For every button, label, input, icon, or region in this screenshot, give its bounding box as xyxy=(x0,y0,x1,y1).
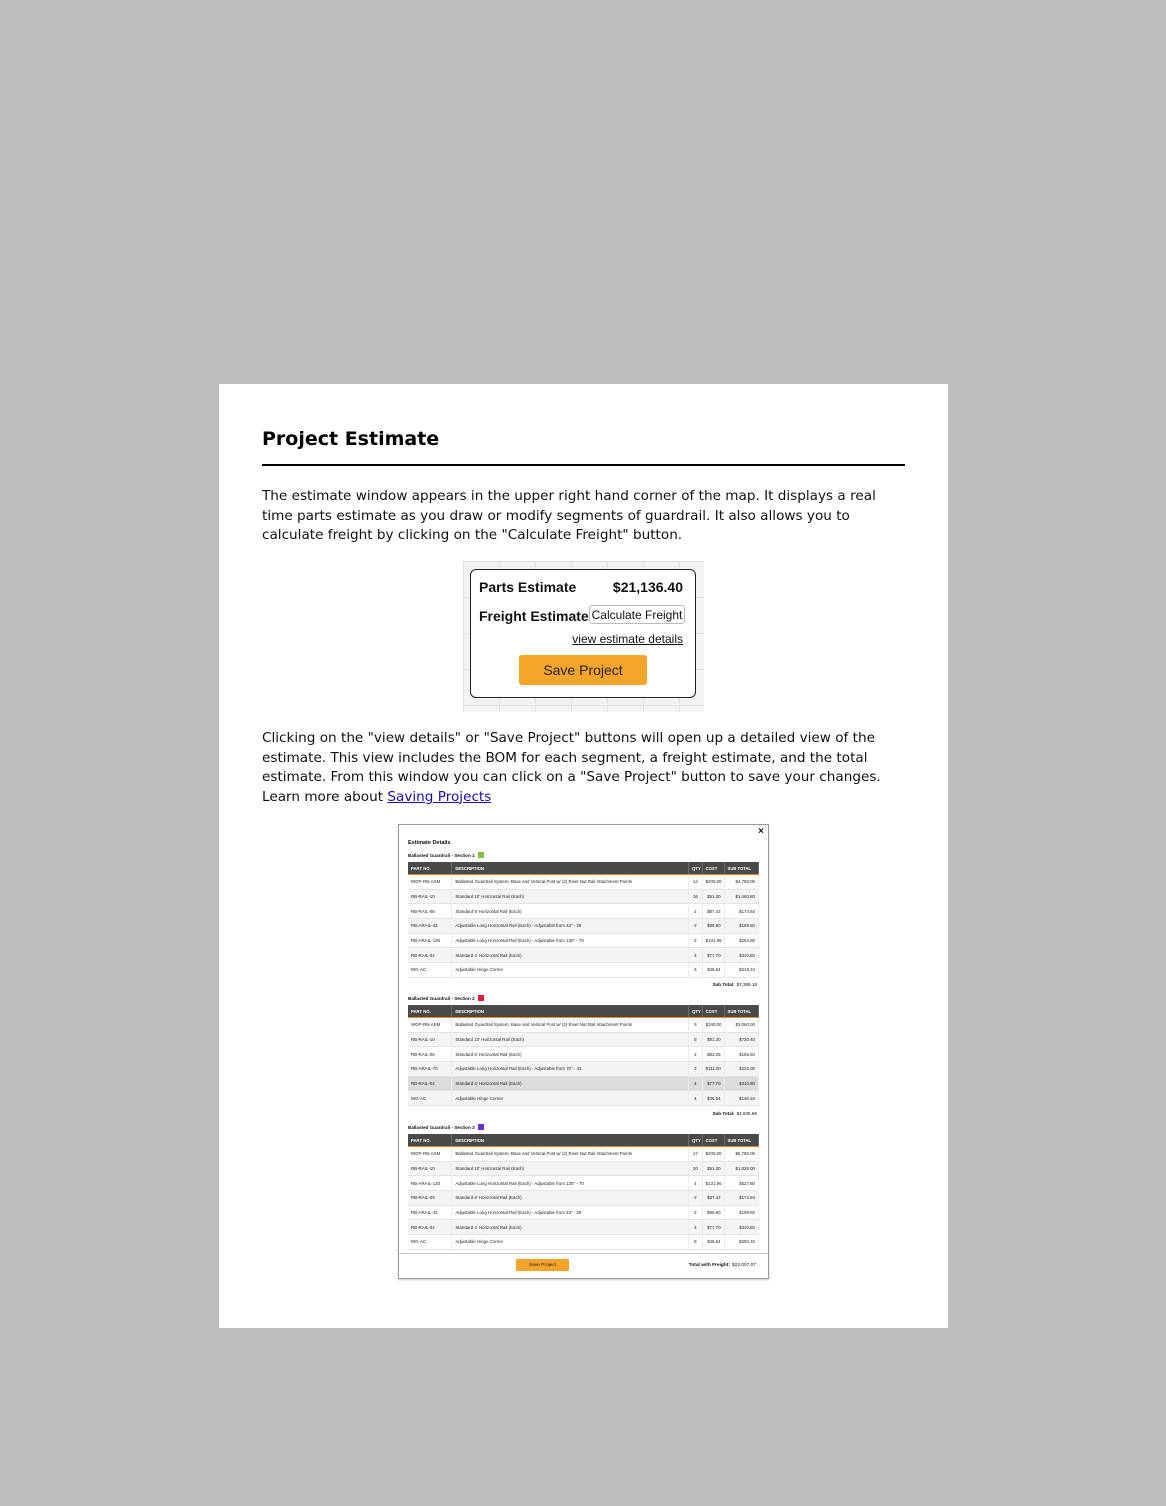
subtotal-label: Sub Total: xyxy=(712,1110,735,1116)
table-row xyxy=(408,948,759,963)
freight-estimate-label: Freight Estimate xyxy=(479,608,589,624)
table-cell: $99.80 xyxy=(702,1205,724,1220)
table-cell: $5,780.00 xyxy=(724,1147,758,1162)
table-cell: Standard 8' Horizontal Rail (Each) xyxy=(452,904,689,919)
table-cell: $83.25 xyxy=(702,1047,724,1062)
estimate-details-title: Estimate Details xyxy=(408,840,451,846)
column-header: SUB TOTAL xyxy=(724,1134,758,1147)
saving-projects-link[interactable]: Saving Projects xyxy=(387,788,492,805)
section-title xyxy=(408,994,759,1002)
table-cell: 2 xyxy=(689,933,703,948)
table-cell: $91.30 xyxy=(702,1161,724,1176)
table-cell: Standard 8' Horizontal Rail (Each) xyxy=(452,1191,689,1206)
table-cell: RB-ARAIL-43 xyxy=(408,919,452,934)
table-row xyxy=(408,1147,759,1162)
table-row xyxy=(408,1091,759,1106)
table-cell: WG-AC xyxy=(408,1091,452,1106)
table-cell: 2 xyxy=(689,904,703,919)
estimate-details-footer xyxy=(399,1253,768,1278)
table-cell: 17 xyxy=(689,1147,703,1162)
table-cell: $91.30 xyxy=(702,889,724,904)
section-title xyxy=(408,1123,759,1131)
table-row xyxy=(408,963,759,978)
table-cell: $87.42 xyxy=(702,1191,724,1206)
table-row xyxy=(408,1176,759,1191)
table-row xyxy=(408,1018,759,1033)
table-row xyxy=(408,1062,759,1077)
bom-table xyxy=(408,862,759,978)
table-row xyxy=(408,933,759,948)
table-row xyxy=(408,1032,759,1047)
column-header: COST xyxy=(702,1005,724,1018)
table-cell: 4 xyxy=(689,1076,703,1091)
section-title-text: Ballasted Guardrail - Section 1 xyxy=(408,852,475,858)
table-cell: Adjustable Long Horizontal Rail (Each) - Adjustable from 70" - 43 xyxy=(452,1062,689,1077)
table-row xyxy=(408,1161,759,1176)
table-cell: RB-ARAIL-70 xyxy=(408,1062,452,1077)
table-cell: WGP-RN-ASM xyxy=(408,1018,452,1033)
table-cell: $99.80 xyxy=(702,919,724,934)
table-cell: RB-RAIL-04 xyxy=(408,948,452,963)
table-cell: $3,060.00 xyxy=(724,1018,758,1033)
table-cell: 6 xyxy=(689,963,703,978)
table-cell: 4 xyxy=(689,1220,703,1235)
table-cell: $174.84 xyxy=(724,1191,758,1206)
table-cell: 2 xyxy=(689,1191,703,1206)
table-cell: $77.70 xyxy=(702,1220,724,1235)
section-title-text: Ballasted Guardrail - Section 2 xyxy=(408,995,475,1001)
estimate-widget xyxy=(470,569,696,698)
table-cell: 4 xyxy=(689,1176,703,1191)
subtotal-label: Sub Total: xyxy=(712,982,735,988)
column-header: SUB TOTAL xyxy=(724,862,758,875)
save-project-button[interactable]: Save Project xyxy=(519,655,647,685)
estimate-details-screenshot xyxy=(398,824,769,1279)
table-cell: $199.60 xyxy=(724,919,758,934)
section-subtotal xyxy=(408,1106,759,1120)
table-cell: 4 xyxy=(689,1091,703,1106)
subtotal-value: $7,389.18 xyxy=(736,982,757,988)
table-cell: RB-RAIL-08 xyxy=(408,904,452,919)
table-cell: Adjustable Long Horizontal Rail (Each) - Adjustable from 43" - 29 xyxy=(452,1205,689,1220)
estimate-section xyxy=(408,851,759,992)
total-with-freight xyxy=(689,1259,756,1271)
table-row xyxy=(408,919,759,934)
column-header: COST xyxy=(702,862,724,875)
table-row xyxy=(408,904,759,919)
table-cell: WG-AC xyxy=(408,963,452,978)
column-header: DESCRIPTION xyxy=(452,1005,689,1018)
table-cell: $219.24 xyxy=(724,963,758,978)
close-icon[interactable]: × xyxy=(758,826,764,837)
bom-table xyxy=(408,1134,759,1250)
table-cell: Standard 4' Horizontal Rail (Each) xyxy=(452,1076,689,1091)
table-cell: 8 xyxy=(689,1235,703,1250)
intro-paragraph: The estimate window appears in the upper right hand corner of the map. It displays a real time parts estimate as you draw or modify segments of guardrail. It also allows you to calculate freight by clicking on the "Calculate Freight" button. xyxy=(262,488,876,543)
table-cell: 2 xyxy=(689,1062,703,1077)
page-title: Project Estimate xyxy=(262,428,440,450)
table-cell: $263.90 xyxy=(724,933,758,948)
column-header: QTY xyxy=(689,1005,703,1018)
table-cell: 2 xyxy=(689,1047,703,1062)
table-cell: Adjustable Hinge Corner xyxy=(452,1091,689,1106)
details-save-project-button[interactable]: Save Project xyxy=(516,1259,569,1271)
table-cell: 8 xyxy=(689,1032,703,1047)
table-cell: $340.00 xyxy=(702,875,724,890)
table-cell: 20 xyxy=(689,1161,703,1176)
column-header: DESCRIPTION xyxy=(452,862,689,875)
table-cell: Standard 4' Horizontal Rail (Each) xyxy=(452,1220,689,1235)
section-color-swatch xyxy=(478,995,484,1001)
table-cell: $1,826.00 xyxy=(724,1161,758,1176)
table-cell: $166.50 xyxy=(724,1047,758,1062)
column-header: QTY xyxy=(689,862,703,875)
table-cell: $87.42 xyxy=(702,904,724,919)
column-header: PART NO. xyxy=(408,1134,452,1147)
table-cell: RB-RAIL-10 xyxy=(408,1161,452,1176)
estimate-section xyxy=(408,994,759,1120)
table-cell: Adjustable Hinge Corner xyxy=(452,1235,689,1250)
table-cell: RB-RAIL-10 xyxy=(408,889,452,904)
column-header: SUB TOTAL xyxy=(724,1005,758,1018)
table-cell: Standard 10' Horizontal Rail (Each) xyxy=(452,1161,689,1176)
table-cell: $131.95 xyxy=(702,933,724,948)
subtotal-value: $4,635.86 xyxy=(736,1110,757,1116)
table-cell: WG-AC xyxy=(408,1235,452,1250)
table-cell: Standard 4' Horizontal Rail (Each) xyxy=(452,948,689,963)
table-cell: Adjustable Long Horizontal Rail (Each) - Adjustable from 130" - 70 xyxy=(452,1176,689,1191)
table-cell: RB-RAIL-10 xyxy=(408,1032,452,1047)
table-cell: RB-ARAIL-130 xyxy=(408,933,452,948)
details-paragraph xyxy=(262,729,907,807)
table-cell: $527.80 xyxy=(724,1176,758,1191)
table-cell: $111.00 xyxy=(702,1062,724,1077)
table-cell: $77.70 xyxy=(702,1076,724,1091)
table-cell: RB-RAIL-04 xyxy=(408,1220,452,1235)
table-cell: $77.70 xyxy=(702,948,724,963)
table-cell: 2 xyxy=(689,919,703,934)
table-cell: Adjustable Long Horizontal Rail (Each) - Adjustable from 130" - 70 xyxy=(452,933,689,948)
table-cell: Ballasted Guardrail System, Base and Vertical Post w/ (2) Rivet Nut Rail Attachment Points xyxy=(452,875,689,890)
table-cell: $340.00 xyxy=(702,1147,724,1162)
table-row xyxy=(408,889,759,904)
table-cell: $1,460.80 xyxy=(724,889,758,904)
table-row xyxy=(408,1076,759,1091)
table-cell: WGP-RN-ASM xyxy=(408,875,452,890)
table-row xyxy=(408,875,759,890)
total-value: $22,007.07 xyxy=(731,1262,756,1268)
table-cell: Ballasted Guardrail System, Base and Vertical Post w/ (2) Rivet Nut Rail Attachment Points xyxy=(452,1018,689,1033)
table-cell: $131.95 xyxy=(702,1176,724,1191)
table-cell: 4 xyxy=(689,948,703,963)
table-cell: Ballasted Guardrail System, Base and Vertical Post w/ (2) Rivet Nut Rail Attachment Points xyxy=(452,1147,689,1162)
section-color-swatch xyxy=(478,1124,484,1130)
table-cell: $91.30 xyxy=(702,1032,724,1047)
table-row xyxy=(408,1205,759,1220)
table-cell: Adjustable Long Horizontal Rail (Each) - Adjustable from 43" - 29 xyxy=(452,919,689,934)
table-cell: 16 xyxy=(689,889,703,904)
details-paragraph-text: Clicking on the "view details" or "Save Project" buttons will open up a detailed view of the estimate. This view includes the BOM for each segment, a freight estimate, and the total estimate. From this window you can click on a "Save Project" button to save your changes. Learn more about xyxy=(262,730,881,805)
table-cell: RB-RAIL-06 xyxy=(408,1047,452,1062)
table-cell: $36.54 xyxy=(702,1235,724,1250)
table-cell: $310.80 xyxy=(724,1220,758,1235)
parts-estimate-value: $21,136.40 xyxy=(612,579,683,595)
column-header: COST xyxy=(702,1134,724,1147)
estimate-widget-screenshot xyxy=(463,561,704,712)
table-cell: Standard 10' Horizontal Rail (Each) xyxy=(452,1032,689,1047)
table-cell: Standard 6' Horizontal Rail (Each) xyxy=(452,1047,689,1062)
table-cell: RB-RAIL-08 xyxy=(408,1191,452,1206)
parts-estimate-label: Parts Estimate xyxy=(479,579,577,595)
table-cell: $4,760.00 xyxy=(724,875,758,890)
table-cell: $174.84 xyxy=(724,904,758,919)
heading-divider xyxy=(262,464,905,466)
table-cell: $36.54 xyxy=(702,963,724,978)
table-cell: $146.16 xyxy=(724,1091,758,1106)
table-cell: 2 xyxy=(689,1205,703,1220)
calculate-freight-button[interactable]: Calculate Freight xyxy=(589,605,685,624)
column-header: PART NO. xyxy=(408,862,452,875)
table-row xyxy=(408,1047,759,1062)
section-title xyxy=(408,851,759,859)
table-row xyxy=(408,1220,759,1235)
table-cell: $292.32 xyxy=(724,1235,758,1250)
table-cell: WGP-RN-ASM xyxy=(408,1147,452,1162)
table-cell: 14 xyxy=(689,875,703,890)
table-cell: $310.80 xyxy=(724,948,758,963)
table-cell: Adjustable Hinge Corner xyxy=(452,963,689,978)
view-estimate-details-link[interactable]: view estimate details xyxy=(572,632,683,646)
estimate-details-scroll[interactable] xyxy=(399,825,768,1253)
column-header: PART NO. xyxy=(408,1005,452,1018)
table-cell: $730.40 xyxy=(724,1032,758,1047)
section-color-swatch xyxy=(478,852,484,858)
section-subtotal xyxy=(408,978,759,992)
total-label: Total with Freight: xyxy=(688,1262,730,1268)
table-row xyxy=(408,1191,759,1206)
table-row xyxy=(408,1235,759,1250)
column-header: DESCRIPTION xyxy=(452,1134,689,1147)
section-title-text: Ballasted Guardrail - Section 3 xyxy=(408,1124,475,1130)
table-cell: 9 xyxy=(689,1018,703,1033)
table-cell: RB-ARAIL-130 xyxy=(408,1176,452,1191)
estimate-section xyxy=(408,1123,759,1264)
table-cell: $340.00 xyxy=(702,1018,724,1033)
table-cell: $36.54 xyxy=(702,1091,724,1106)
bom-table xyxy=(408,1005,759,1106)
table-cell: $222.00 xyxy=(724,1062,758,1077)
table-cell: $310.80 xyxy=(724,1076,758,1091)
table-cell: RB-RAIL-04 xyxy=(408,1076,452,1091)
column-header: QTY xyxy=(689,1134,703,1147)
table-cell: $199.60 xyxy=(724,1205,758,1220)
table-cell: RB-ARAIL-43 xyxy=(408,1205,452,1220)
document-page xyxy=(219,384,948,1328)
table-cell: Standard 10' Horizontal Rail (Each) xyxy=(452,889,689,904)
